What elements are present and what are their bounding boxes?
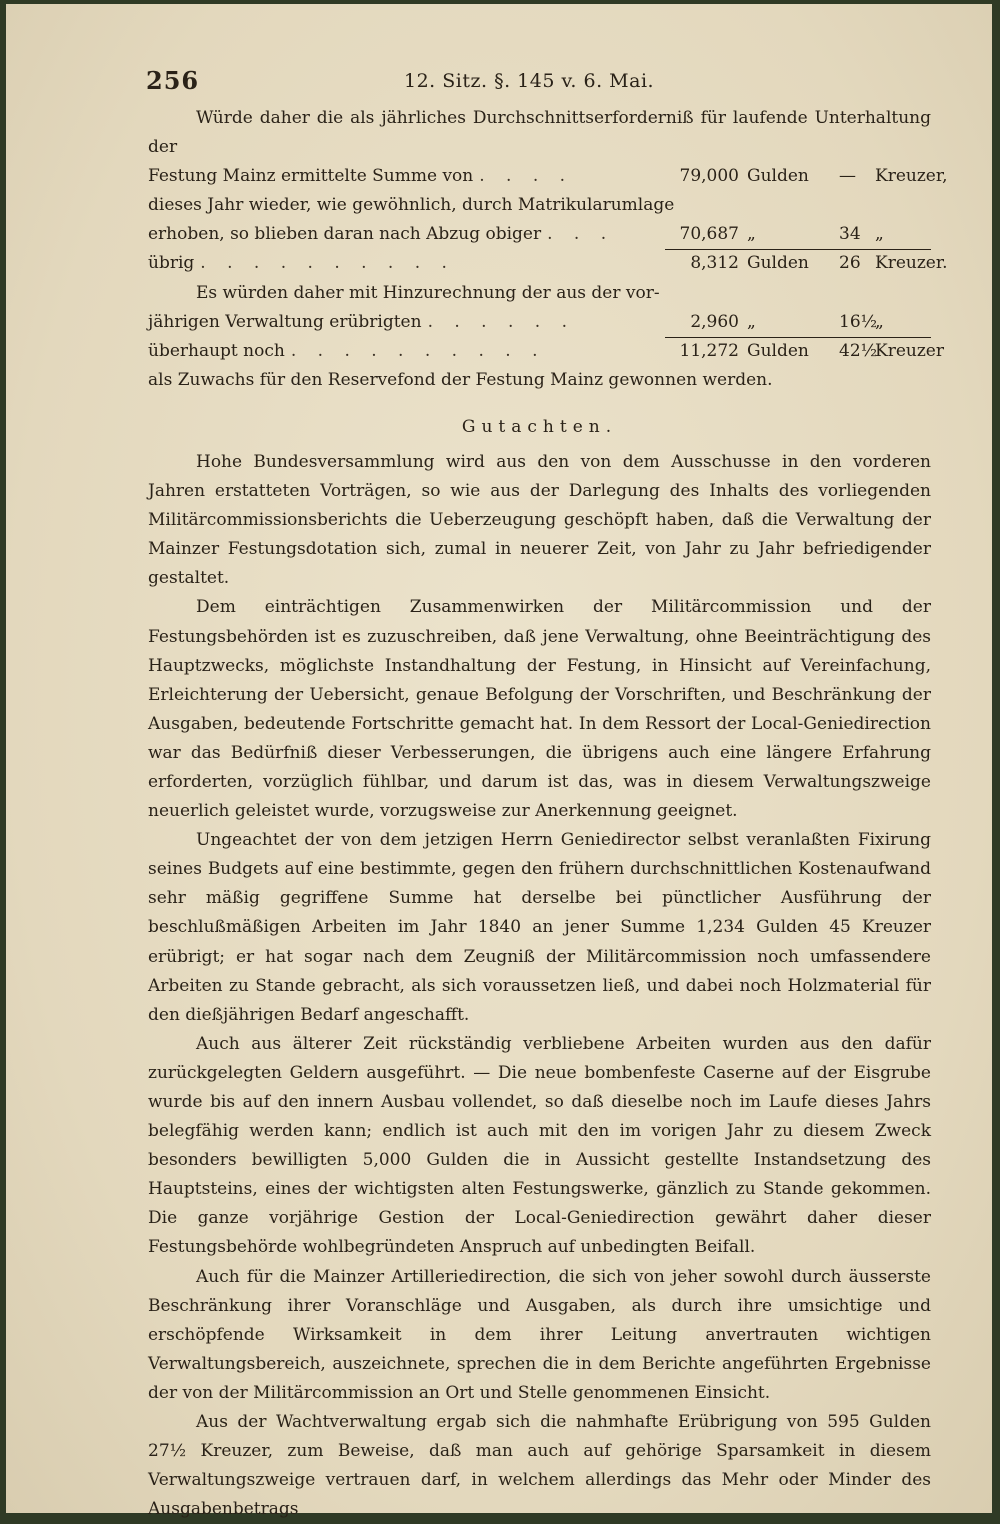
calc-amount <box>665 308 931 338</box>
amount-kreuzer: 26 <box>839 253 861 274</box>
amount-unit: „ <box>747 311 756 332</box>
amount-number: 70,687 <box>679 224 739 245</box>
amount-unit: Gulden <box>747 253 809 274</box>
amount-number: 8,312 <box>690 253 739 274</box>
amount-number: 79,000 <box>679 166 739 187</box>
calc-label: erhoben, so blieben daran nach Abzug obiger <box>148 224 542 245</box>
calc-amount <box>665 249 948 278</box>
amount-unit: Gulden <box>747 340 809 361</box>
intro-line-9: als Zuwachs für den Reservefond der Festung Mainz gewonnen werden. <box>148 369 773 390</box>
leader-dots: . . . . . . . . . . <box>200 253 455 274</box>
calc-amount <box>665 220 931 250</box>
page-number: 256 <box>146 66 200 95</box>
calc-line-sum <box>148 162 948 191</box>
section-heading: Gutachten. <box>461 416 618 437</box>
calc-line-previous-year <box>148 308 931 337</box>
amount-number: 2,960 <box>690 311 739 332</box>
calc-line-remainder <box>148 249 948 278</box>
amount-kreuzer: — <box>839 166 856 187</box>
leader-dots: . . . . . . . . . . <box>290 340 546 361</box>
page-header <box>146 66 926 102</box>
calc-line-deduction <box>148 220 931 249</box>
intro-line-1: Würde daher die als jährliches Durchschnittserforderniß für laufende Unterhaltung der <box>148 108 931 158</box>
calc-label: übrig <box>148 253 195 274</box>
amount-unit-2: „ <box>875 224 884 245</box>
amount-kreuzer: 16½ <box>839 311 878 332</box>
amount-kreuzer: 42½ <box>839 340 878 361</box>
document-body <box>148 104 948 1524</box>
paragraph-6: Aus der Wachtverwaltung ergab sich die nahmhafte Erübrigung von 595 Gulden 27½ Kreuzer, zum Beweise, daß man auch auf gehörige Sparsamkeit in diesem Verwaltungszweige vertrauen darf, in welchem allerdings das Mehr oder Minder des Ausgabenbetrags <box>148 1412 931 1520</box>
paragraph-5: Auch für die Mainzer Artilleriedirection, die sich von jeher sowohl durch äusserste Beschränkung ihrer Voranschläge und Ausgaben, als durch ihre umsichtige und erschöpfende Wirksamkeit in dem ihrer Leitung anvertrauten wichtigen Verwaltungsbereich, auszeichnete, sprechen die in dem Berichte angeführten Ergebnisse der von der Militärcommission an Ort und Stelle genommenen Einsicht. <box>148 1266 931 1403</box>
calc-amount <box>665 162 948 191</box>
intro-line-6: Es würden daher mit Hinzurechnung der aus der vor- <box>196 282 660 303</box>
leader-dots: . . . . <box>479 166 574 187</box>
amount-unit: „ <box>747 224 756 245</box>
amount-unit-2: „ <box>875 311 884 332</box>
amount-kreuzer: 34 <box>839 224 861 245</box>
calc-label: Festung Mainz ermittelte Summe von <box>148 166 474 187</box>
leader-dots: . . . . . . <box>427 311 576 332</box>
paragraph-1: Hohe Bundesversammlung wird aus den von dem Ausschusse in den vorderen Jahren erstatteten Vorträgen, so wie aus der Darlegung des Inhalts des vorliegenden Militärcommissionsberichts die Ueberzeugung geschöpft haben, daß die Verwaltung der Mainzer Festungsdotation sich, zumal in neuerer Zeit, von Jahr zu Jahr befriedigender gestaltet. <box>148 451 931 589</box>
running-head: 12. Sitz. §. 145 v. 6. Mai. <box>404 70 655 92</box>
amount-unit-2: Kreuzer. <box>875 253 948 274</box>
paragraph-3: Ungeachtet der von dem jetzigen Herrn Geniedirector selbst veranlaßten Fixirung seines Budgets auf eine bestimmte, gegen den frühern durchschnittlichen Kostenaufwand sehr mäßig gegriffene Summe hat derselbe bei pünctlicher Ausführung der beschlußmäßigen Arbeiten im Jahr 1840 an jener Summe 1,234 Gulden 45 Kreuzer erübrigt; er hat sogar nach dem Zeugniß der Militärcommission noch umfassendere Arbeiten zu Stande gebracht, als sich voraussetzen ließ, und dabei noch Holzmaterial für den dießjährigen Bedarf angeschafft. <box>148 830 931 1025</box>
amount-unit-2: Kreuzer, <box>875 166 948 187</box>
paragraph-2: Dem einträchtigen Zusammenwirken der Militärcommission und der Festungsbehörden ist es zuzuschreiben, daß jene Verwaltung, ohne Beeinträchtigung des Hauptzwecks, möglichste Instandhaltung der Festung, in Hinsicht auf Vereinfachung, Erleichterung der Uebersicht, genaue Befolgung der Vorschriften, und Beschränkung der Ausgaben, bedeutende Fortschritte gemacht hat. In dem Ressort der Local-Geniedirection war das Bedürfniß dieser Verbesserungen, die übrigens auch eine längere Erfahrung erforderten, vorzüglich fühlbar, und darum ist das, was in diesem Verwaltungszweige neuerlich geleistet wurde, vorzugsweise zur Anerkennung geeignet. <box>148 597 931 822</box>
calc-label: überhaupt noch <box>148 340 285 361</box>
calc-amount <box>665 337 944 366</box>
calc-label: jährigen Verwaltung erübrigten <box>148 311 422 332</box>
paragraph-4: Auch aus älterer Zeit rückständig verbliebene Arbeiten wurden aus den dafür zurückgelegten Geldern ausgeführt. — Die neue bombenfeste Caserne auf der Eisgrube wurde bis auf den innern Ausbau vollendet, so daß dieselbe noch im Laufe dieses Jahrs belegfähig werden kann; endlich ist auch mit den im vorigen Jahr zu diesem Zweck besonders bewilligten 5,000 Gulden die in Aussicht gestellte Instandsetzung des Hauptsteins, eines der wichtigsten alten Festungswerke, gänzlich zu Stande gekommen. Die ganze vorjährige Gestion der Local-Geniedirection gewährt daher dieser Festungsbehörde wohlbegründeten Anspruch auf unbedingten Beifall. <box>148 1033 931 1258</box>
amount-number: 11,272 <box>679 340 739 361</box>
leader-dots: . . . <box>547 224 615 245</box>
intro-line-3: dieses Jahr wieder, wie gewöhnlich, durch Matrikularumlage <box>148 195 675 216</box>
document-page <box>6 4 992 1520</box>
calc-line-total <box>148 337 944 366</box>
amount-unit: Gulden <box>747 166 809 187</box>
amount-unit-2: Kreuzer <box>875 340 944 361</box>
